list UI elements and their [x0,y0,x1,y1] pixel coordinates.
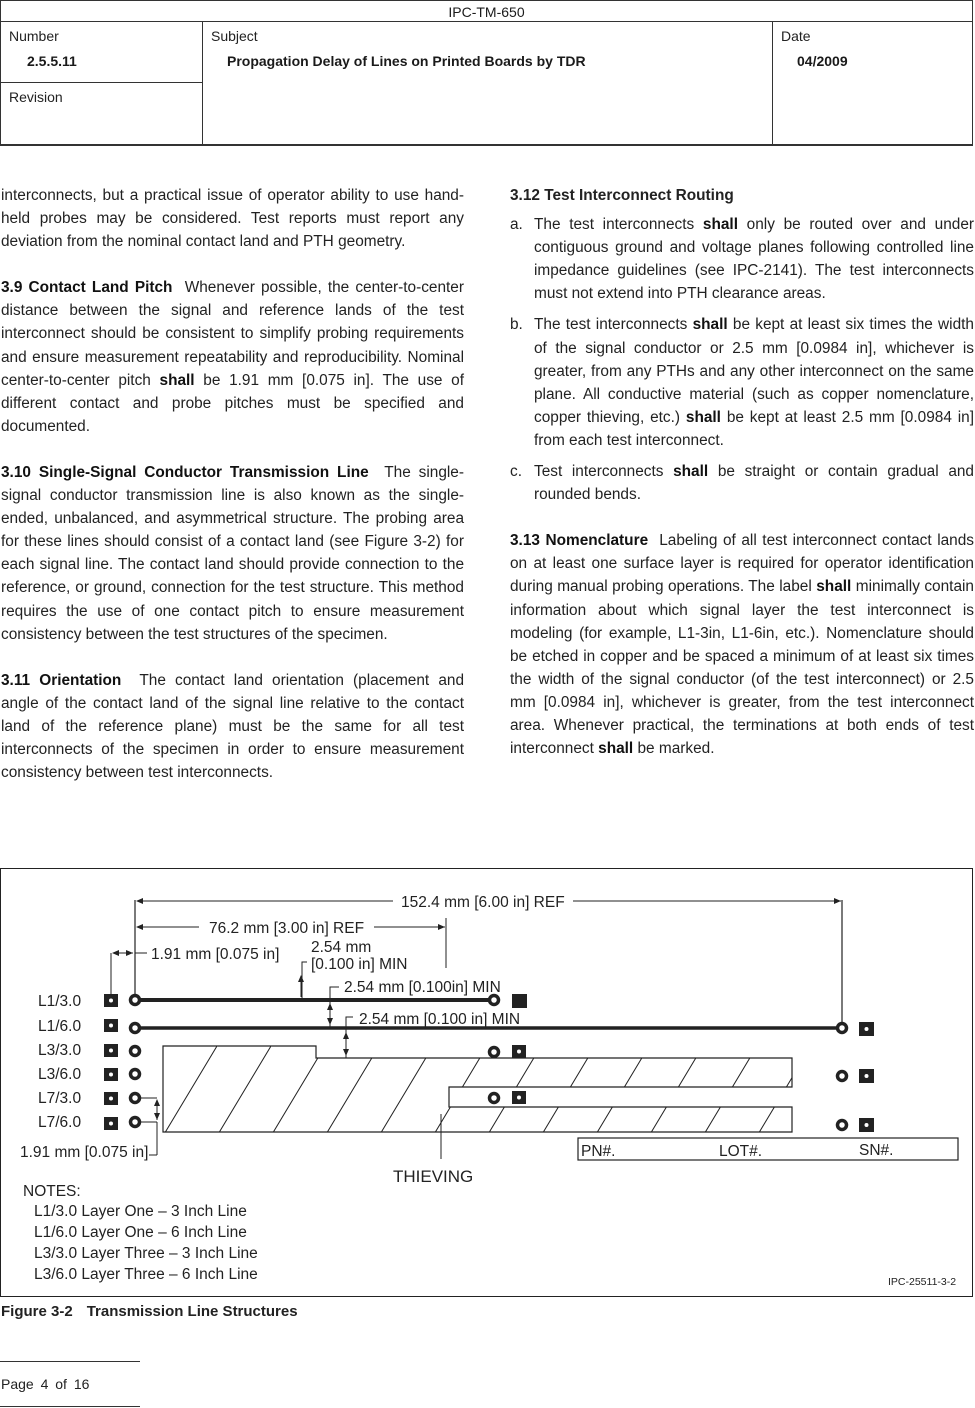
section-text: Whenever possible, the center-to-center distance between the signal and reference lands of the test interconnect should be consistent to simplify probing requirements and ensure measurement repeatability and reproducibility. Nominal center-to-center pitch [1,279,464,389]
section-3-12-heading: 3.12 Test Interconnect Routing [510,187,734,204]
dim-76-label: 76.2 mm [3.00 in] REF [209,920,365,937]
list-marker: b. [510,316,523,334]
thieving-label: THIEVING [393,1167,474,1186]
item-text: The test interconnects [534,316,688,334]
footer-rule-bottom [0,1406,140,1407]
row-label: L3/6.0 [38,1066,82,1083]
section-text: be 1.91 mm [0.075 in]. The use of different contact and probe pitches must be specified and documented. [1,371,464,435]
section-text: Labeling of all test interconnect contact lands on at least one surface layer is required for operator identification during manual probing operations. The label [510,532,974,596]
section-text: minimally contain information about which signal layer the test interconnect is modeling (for example, L1-3in, L1-6in, etc.). Nomenclature should be etched in copper and be spaced a minimum of at least six times the width of the signal conductor (of the test interconnect) or 2.5 mm [0.0984 in], whichever is greater, from the test interconnect area. Whenever practical, the terminations at both ends of test interconnect [510,578,974,758]
item-text: The test interconnects [534,216,695,234]
transmission-line-diagram [1,869,974,1298]
revision-cell [0,83,202,144]
item-text: be kept at least six times the width of the signal conductor or 2.5 mm [0.0984 in], whichever is greater, from any PTHs and any other interconnect on the same plane. All conductive material (such as copper nomenclature, copper thieving, etc.) [534,316,974,426]
date-value: 04/2009 [797,53,848,69]
row-label: L1/3.0 [38,993,82,1010]
row-label: L7/3.0 [38,1090,82,1107]
note-item: L1/3.0 Layer One – 3 Inch Line [34,1203,247,1220]
list-marker: a. [510,216,523,234]
section-heading: 3.11 Orientation [1,671,122,689]
dim-254-a-line2: [0.100 in] MIN [311,956,408,973]
note-item: L3/6.0 Layer Three – 6 Inch Line [34,1266,258,1283]
caption-title: Transmission Line Structures [86,1303,298,1320]
row-labels [38,993,81,1131]
shall-keyword: shall [685,408,721,426]
dim-254-a-line1: 2.54 mm [311,939,372,956]
item-text: Test interconnects [534,463,664,481]
date-cell [772,22,973,144]
shall-keyword: shall [598,740,634,758]
section-text: The contact land orientation (placement and angle of the contact land of the signal line relative to the contact land of the reference plane) must be the same for all test interconnects of the specimen in order to ensure measurement consistency between test interconnects. [1,671,465,782]
list-item-c [510,460,974,506]
square-pads-left [104,994,118,1130]
footer-rule-top [0,1361,140,1362]
item-text: only be routed over and under contiguous ground and voltage planes following controlled line impedance guidelines (see IPC-2141). The test interconnects must not extend into PTH clearance areas. [534,216,975,303]
right-column [510,184,974,783]
list-item-a [510,213,974,305]
shall-keyword: shall [816,578,852,596]
page-number: Page 4 of 16 [1,1376,90,1392]
shall-keyword: shall [673,463,709,481]
revision-label: Revision [9,89,63,105]
row-label: L1/6.0 [38,1018,82,1035]
section-text: The single-signal conductor transmission line is also known as the single-ended, unbalanced, and asymmetrical structure. The probing area for these lines should consist of a contact land (see Figure 3-2) for each signal line. The contact land should provide connection to the reference, or ground, connection for the test structure. This method requires the use of one contact pitch to ensure measurement consistency between the test structures of the specimen. [1,463,464,643]
shall-keyword: shall [692,316,728,334]
round-pads-left [131,996,140,1127]
figure-3-2 [0,868,973,1297]
caption-number: Figure 3-2 [1,1303,73,1320]
number-cell [0,22,202,83]
pn-label: PN#. [581,1143,616,1160]
section-text: be marked. [637,740,715,758]
figure-caption [1,1303,312,1320]
subject-label: Subject [211,28,258,44]
subject-cell [202,22,772,144]
item-text: be kept at least 2.5 mm [0.0984 in] from each test interconnect. [534,408,974,449]
shall-keyword: shall [159,371,195,389]
list-item-b [510,313,974,452]
standard-title: IPC-TM-650 [0,0,973,22]
left-column [1,184,464,807]
label-box [578,1138,958,1160]
document-header [0,0,973,146]
section-3-11 [1,669,464,784]
subject-value: Propagation Delay of Lines on Printed Boards by TDR [227,53,586,69]
thieving-area [163,1046,792,1132]
dim-191-top-label: 1.91 mm [0.075 in] [151,946,280,963]
section-3-13 [510,529,974,760]
section-3-9 [1,276,464,438]
row-label: L7/6.0 [38,1114,82,1131]
dim-254-b-label: 2.54 mm [0.100in] MIN [344,979,501,996]
date-label: Date [781,28,811,44]
row-label: L3/3.0 [38,1042,82,1059]
number-value: 2.5.5.11 [27,53,77,69]
item-text: be straight or contain gradual and rounded bends. [534,463,974,504]
note-item: L1/6.0 Layer One – 6 Inch Line [34,1224,247,1241]
notes-title: NOTES: [23,1183,81,1200]
section-3-10 [1,461,464,646]
dim-254-c-label: 2.54 mm [0.100 in] MIN [359,1011,521,1028]
intro-paragraph: interconnects, but a practical issue of operator ability to use hand-held probes may be considered. Test reports must report any deviation from the nominal contact land and PTH geometry. [1,187,464,251]
section-heading: 3.9 Contact Land Pitch [1,279,173,297]
section-heading: 3.10 Single-Signal Conductor Transmission Line [1,463,369,481]
dim-152-label: 152.4 mm [6.00 in] REF [401,894,565,911]
dim-191-bottom-label: 1.91 mm [0.075 in] [20,1144,149,1161]
figure-id: IPC-25511-3-2 [888,1276,957,1288]
number-label: Number [9,28,59,44]
list-marker: c. [510,463,522,481]
section-heading: 3.13 Nomenclature [510,532,649,550]
shall-keyword: shall [702,216,738,234]
lot-label: LOT#. [719,1143,763,1160]
sn-label: SN#. [859,1142,894,1159]
note-item: L3/3.0 Layer Three – 3 Inch Line [34,1245,258,1262]
